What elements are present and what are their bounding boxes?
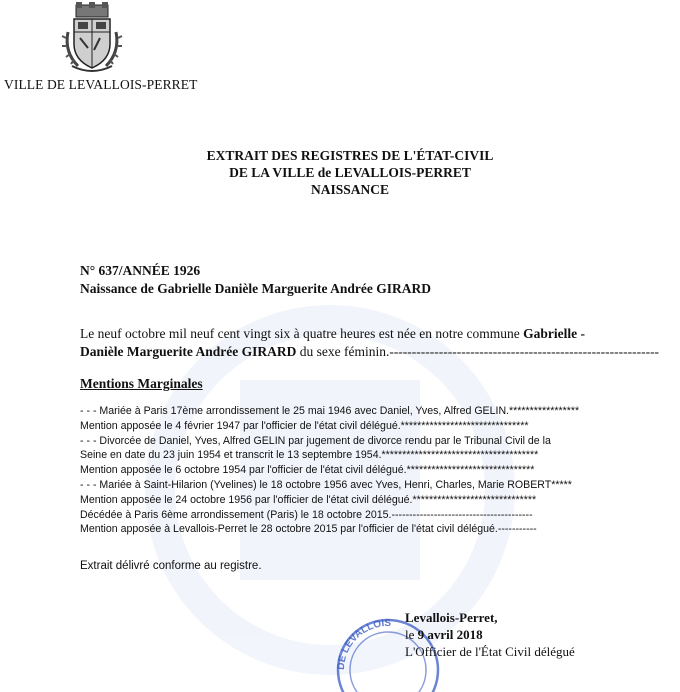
signature-block bbox=[405, 609, 575, 660]
signature-date-line bbox=[405, 626, 575, 643]
mention-line: - - - Mariée à Saint-Hilarion (Yvelines) le 18 octobre 1956 avec Yves, Henri, Charles, Marie ROBERT***** bbox=[80, 478, 572, 491]
mention-line: Mention apposée le 4 février 1947 par l'officier de l'état civil délégué.******************************* bbox=[80, 419, 529, 432]
title-line-1: EXTRAIT DES REGISTRES DE L'ÉTAT-CIVIL bbox=[206, 148, 494, 163]
document-title bbox=[150, 147, 550, 198]
body-line-1-name: Gabrielle - bbox=[523, 326, 585, 341]
mention-line: - - - Mariée à Paris 17ème arrondissement le 25 mai 1946 avec Daniel, Yves, Alfred GELIN.***************** bbox=[80, 405, 580, 417]
body-line-2-text: du sexe féminin.------------------------------------------------------------ bbox=[296, 344, 660, 359]
title-line-2: DE LA VILLE de LEVALLOIS-PERRET bbox=[229, 165, 471, 180]
mention-line: Mention apposée le 24 octobre 1956 par l'officier de l'état civil délégué.****************************** bbox=[80, 493, 537, 506]
town-crest-logo bbox=[58, 2, 126, 74]
mention-line: Mention apposée le 6 octobre 1954 par l'officier de l'état civil délégué.******************************* bbox=[80, 464, 535, 477]
mention-line: Décédée à Paris 6ème arrondissement (Paris) le 18 octobre 2015.---------------------------------------- bbox=[80, 508, 533, 521]
mention-line: Seine en date du 23 juin 1954 et transcrit le 13 septembre 1954.************************************** bbox=[80, 449, 539, 462]
mention-line: - - - Divorcée de Daniel, Yves, Alfred GELIN par jugement de divorce rendu par le Tribunal Civil de la bbox=[80, 434, 551, 447]
signature-officer: L'Officier de l'État Civil délégué bbox=[405, 644, 575, 659]
body-line-1-text: Le neuf octobre mil neuf cent vingt six à quatre heures est née en notre commune bbox=[80, 326, 524, 341]
signature-place: Levallois-Perret, bbox=[405, 610, 498, 625]
mentions-title: Mentions Marginales bbox=[80, 376, 203, 391]
stamp-text: DE LEVALLOIS bbox=[335, 617, 392, 671]
title-line-3: NAISSANCE bbox=[310, 182, 390, 197]
mention-line: Mention apposée à Levallois-Perret le 28 octobre 2015 par l'officier de l'état civil délégué.----------- bbox=[80, 523, 537, 536]
acte-number: N° 637/ANNÉE 1926 bbox=[80, 263, 201, 278]
extrait-statement: Extrait délivré conforme au registre. bbox=[80, 560, 262, 572]
acte-reference bbox=[80, 262, 431, 298]
acte-subject: Naissance de Gabrielle Danièle Marguerite Andrée GIRARD bbox=[80, 281, 431, 296]
body-line-2 bbox=[80, 343, 680, 361]
svg-text:DE LEVALLOIS bbox=[336, 618, 392, 670]
signature-date: 9 avril 2018 bbox=[417, 627, 483, 642]
body-line-2-name: Danièle Marguerite Andrée GIRARD bbox=[80, 344, 297, 359]
birth-record-text bbox=[80, 325, 680, 361]
mentions-list bbox=[80, 404, 640, 537]
body-line-1 bbox=[80, 325, 680, 343]
signature-date-prefix: le bbox=[405, 627, 418, 642]
town-name: VILLE DE LEVALLOIS-PERRET bbox=[4, 77, 198, 92]
